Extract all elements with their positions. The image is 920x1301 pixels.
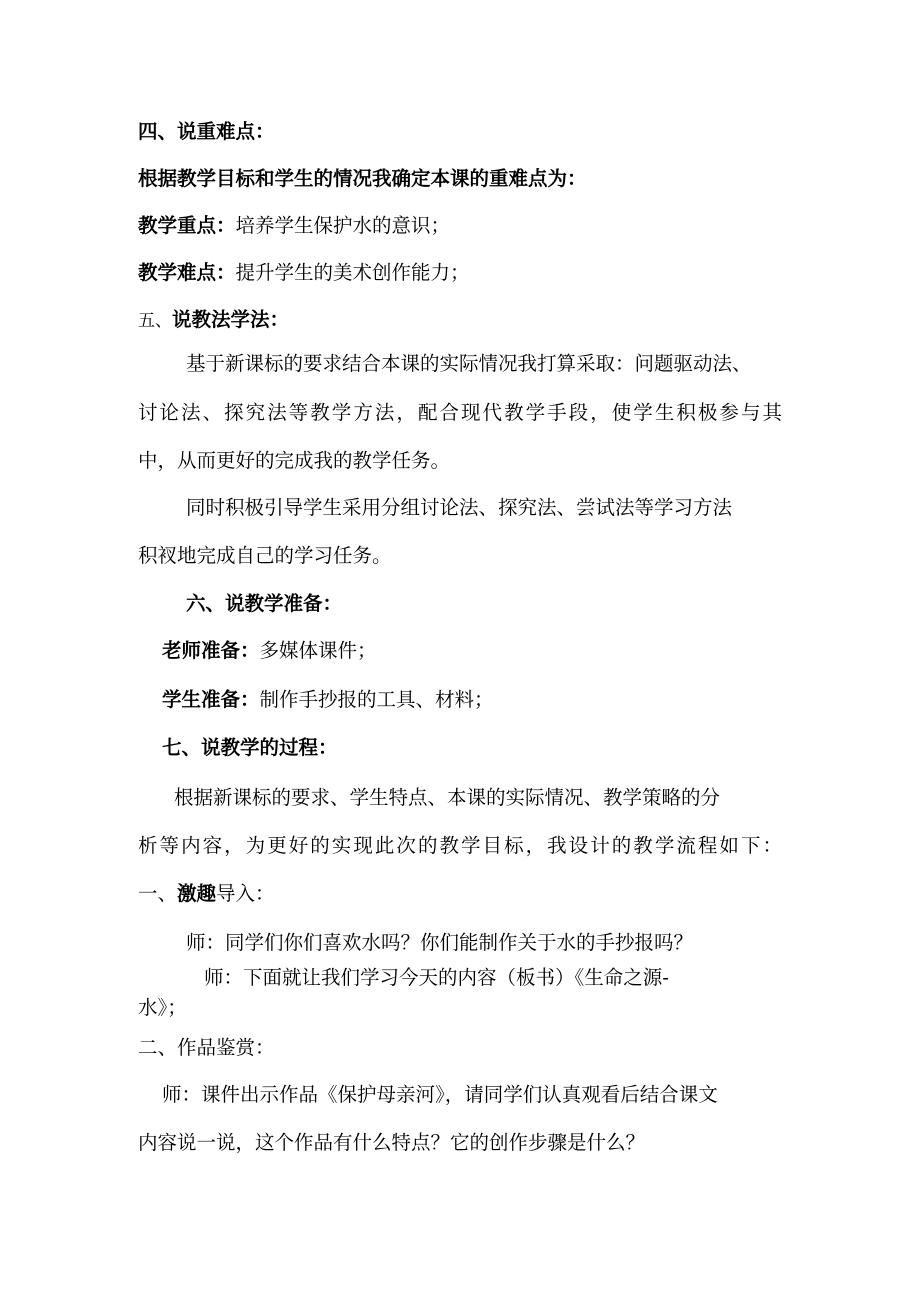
step-2-heading: 二、作品鉴赏： xyxy=(138,1036,275,1059)
teacher-prep-text: 多媒体课件； xyxy=(259,639,377,662)
step-2-line-1: 师：课件出示作品《保护母亲河》，请同学们认真观看后结合课文 xyxy=(162,1083,718,1106)
section-7-heading: 七、说教学的过程： xyxy=(162,736,338,759)
student-prep-text: 制作手抄报的工具、材料； xyxy=(259,688,494,711)
key-point-line xyxy=(138,214,450,238)
section-5-number: 五、 xyxy=(138,311,172,331)
key-point-text: 培养学生保护水的意识； xyxy=(235,214,451,237)
student-prep-line xyxy=(162,688,494,712)
section-5-paragraph-1-line-1: 基于新课标的要求结合本课的实际情况我打算采取：问题驱动法、 xyxy=(186,352,752,375)
section-4-heading: 四、说重难点： xyxy=(138,120,275,143)
step-1-dialogue-line-3: 水》； xyxy=(138,996,187,1019)
section-5-paragraph-2-line-2: 积衩地完成自己的学习任务。 xyxy=(138,544,392,567)
section-7-paragraph-line-1: 根据新课标的要求、学生特点、本课的实际情况、教学策略的分 xyxy=(174,786,721,809)
section-5-paragraph-2-line-1: 同时积极引导学生采用分组讨论法、探究法、尝试法等学习方法 xyxy=(186,496,733,519)
step-2-line-2: 内容说一说，这个作品有什么特点？它的创作步骤是什么？ xyxy=(138,1131,646,1154)
step-1-suffix: 导入： xyxy=(216,882,275,905)
key-point-label: 教学重点： xyxy=(138,214,236,237)
step-1-bold: 激趣 xyxy=(177,882,217,905)
section-5-paragraph-1-line-3: 中，从而更好的完成我的教学任务。 xyxy=(138,449,451,472)
teacher-prep-line xyxy=(162,639,377,663)
section-5-paragraph-1-line-2: 讨论法、探究法等教学方法，配合现代教学手段，使学生积极参与其 xyxy=(138,401,782,424)
step-1-heading xyxy=(138,882,275,906)
section-5-heading xyxy=(138,308,289,333)
difficulty-line xyxy=(138,261,470,285)
section-6-heading: 六、说教学准备： xyxy=(186,592,343,615)
step-1-dialogue-line-2: 师：下面就让我们学习今天的内容（板书）《生命之源- xyxy=(204,966,669,989)
section-7-paragraph-line-2: 析等内容，为更好的实现此次的教学目标，我设计的教学流程如下： xyxy=(138,834,782,857)
difficulty-label: 教学难点： xyxy=(138,261,236,284)
teacher-prep-label: 老师准备： xyxy=(162,639,260,662)
section-5-title: 说教法学法： xyxy=(172,308,290,331)
step-1-prefix: 一、 xyxy=(138,882,178,905)
student-prep-label: 学生准备： xyxy=(162,688,260,711)
difficulty-text: 提升学生的美术创作能力； xyxy=(235,261,470,284)
section-4-intro: 根据教学目标和学生的情况我确定本课的重难点为： xyxy=(138,167,587,190)
step-1-dialogue-line-1: 师：同学们你们喜欢水吗？你们能制作关于水的手抄报吗？ xyxy=(186,931,694,954)
